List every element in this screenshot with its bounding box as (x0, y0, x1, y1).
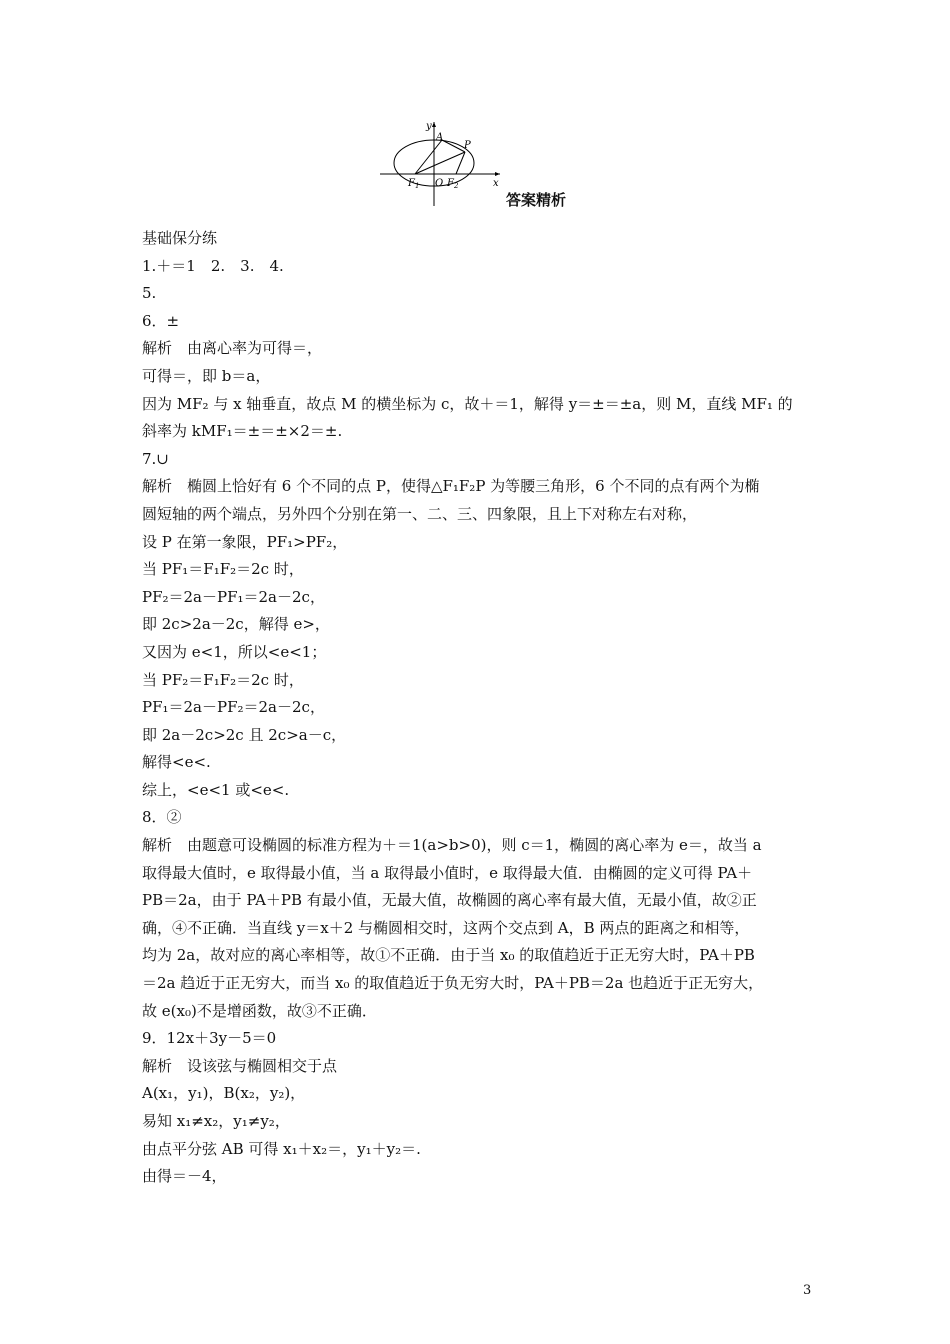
text-line: PB＝2a，由于 PA＋PB 有最小值，无最大值，故椭圆的离心率有最大值，无最小值，故②正 (142, 891, 757, 910)
page-number: 3 (803, 1283, 812, 1298)
text-line: 取得最大值时，e 取得最小值，当 a 取得最小值时，e 取得最大值．由椭圆的定义可得 PA＋ (142, 863, 753, 882)
answer-body (142, 225, 818, 1191)
text-line: 当 PF₁＝F₁F₂＝2c 时， (142, 560, 304, 579)
x-arrow-icon (495, 172, 500, 176)
text-line: 1.＋＝1 2. 3. 4. (142, 256, 284, 275)
text-line: 即 2a－2c>2c 且 2c>a－c， (142, 725, 347, 744)
segment-f1-a (415, 140, 442, 174)
label-p: P (464, 140, 471, 151)
text-line: 7.∪ (142, 449, 169, 468)
label-f1: F (408, 178, 415, 189)
ellipse-figure (378, 116, 503, 208)
text-line: 6．± (142, 311, 180, 330)
label-y: y (426, 121, 432, 132)
text-line: 因为 MF₂ 与 x 轴垂直，故点 M 的横坐标为 c，故＋＝1，解得 y＝±＝±a，则 M，直线 MF₁ 的 (142, 394, 793, 413)
text-line: 综上，<e<1 或<e<. (142, 780, 290, 799)
text-line: 解析 由离心率为可得＝， (142, 339, 323, 358)
text-line: 斜率为 kMF₁＝±＝±×2＝±. (142, 422, 343, 441)
text-line: ＝2a 趋近于正无穷大，而当 x₀ 的取值趋近于负无穷大时，PA＋PB＝2a 也趋近于正无穷大， (142, 974, 764, 993)
text-line: 确，④不正确．当直线 y＝x＋2 与椭圆相交时，这两个交点到 A，B 两点的距离之和相等， (142, 918, 750, 937)
label-o: O (435, 178, 444, 189)
text-line: 即 2c>2a－2c，解得 e>， (142, 615, 330, 634)
label-f1-sub: 1 (415, 182, 420, 190)
answer-heading: 答案精析 (506, 191, 567, 209)
text-line: A(x₁，y₁)，B(x₂，y₂)， (142, 1084, 306, 1103)
text-line: PF₂＝2a－PF₁＝2a－2c， (142, 587, 325, 606)
text-line: 解得<e<. (142, 753, 211, 772)
text-line: 圆短轴的两个端点，另外四个分别在第一、二、三、四象限，且上下对称左右对称， (142, 504, 698, 523)
text-line: 由得＝－4， (142, 1167, 227, 1186)
label-x: x (493, 178, 499, 189)
text-line: 又因为 e<1，所以<e<1； (142, 642, 327, 661)
text-line: 解析 椭圆上恰好有 6 个不同的点 P，使得△F₁F₂P 为等腰三角形，6 个不同的点有两个为椭 (142, 477, 760, 496)
text-line: 解析 由题意可设椭圆的标准方程为＋＝1(a>b>0)，则 c＝1，椭圆的离心率为 e＝，故当 a (142, 836, 762, 855)
label-f2: F (447, 178, 454, 189)
text-line: 均为 2a，故对应的离心率相等，故①不正确．由于当 x₀ 的取值趋近于正无穷大时，PA＋PB (142, 946, 755, 965)
text-line: PF₁＝2a－PF₂＝2a－2c， (142, 698, 325, 717)
text-line: 解析 设该弦与椭圆相交于点 (142, 1056, 338, 1075)
text-line: 设 P 在第一象限，PF₁>PF₂， (142, 532, 348, 551)
text-line: 9．12x＋3y－5＝0 (142, 1029, 277, 1048)
label-f2-sub: 2 (454, 182, 459, 190)
label-a: A (436, 132, 444, 143)
text-line: 易知 x₁≠x₂，y₁≠y₂， (142, 1112, 290, 1130)
text-line: 5. (142, 284, 157, 303)
ellipse-diagram (378, 116, 503, 208)
text-line: 可得＝，即 b＝a， (142, 366, 271, 385)
text-line: 8．② (142, 808, 182, 827)
text-line: 故 e(x₀)不是增函数，故③不正确． (142, 1001, 377, 1020)
text-line: 当 PF₂＝F₁F₂＝2c 时， (142, 670, 304, 689)
y-arrow-icon (432, 122, 436, 127)
text-line: 由点平分弦 AB 可得 x₁＋x₂＝，y₁＋y₂＝. (142, 1139, 421, 1158)
text-line: 基础保分练 (142, 229, 218, 247)
